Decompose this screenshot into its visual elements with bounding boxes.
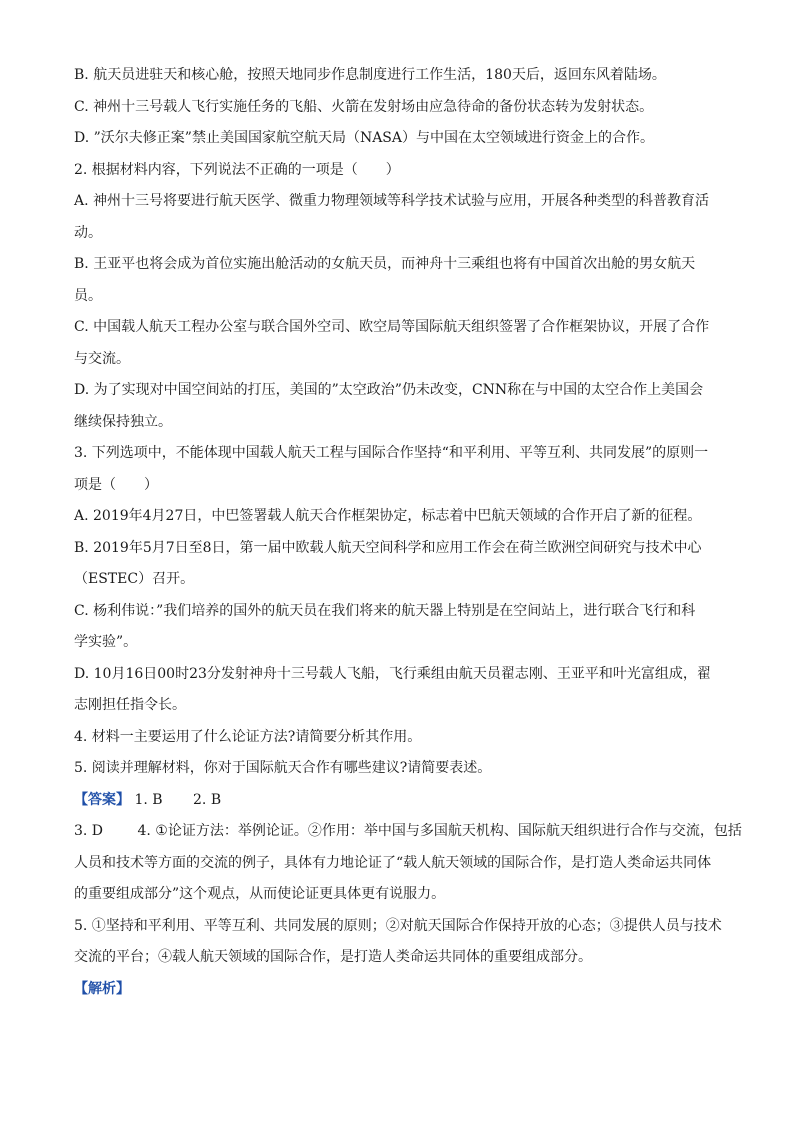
option-a-q2: A. 神州十三号将要进行航天医学、微重力物理领域等科学技术试验与应用，开展各种类型的科普教育活 xyxy=(74,193,710,209)
question-3-stem-continued: 项是（ ） xyxy=(74,476,158,493)
question-4: 4. 材料一主要运用了什么论证方法?请简要分析其作用。 xyxy=(74,728,422,745)
answer-line-2 xyxy=(74,820,742,852)
option-b-q2-continued: 员。 xyxy=(74,287,102,304)
analysis-tag: 【解析】 xyxy=(74,980,130,997)
option-c-q3: C. 杨利伟说：”我们培养的国外的航天员在我们将来的航天器上特别是在空间站上，进行联合飞行和科 xyxy=(74,602,696,619)
option-d-q1: D. ”沃尔夫修正案”禁止美国国家航空航天局（NASA）与中国在太空领域进行资金上的合作。 xyxy=(74,130,654,146)
option-c-q1: C. 神州十三号载人飞行实施任务的飞船、火箭在发射场由应急待命的备份状态转为发射状态。 xyxy=(74,98,654,115)
option-c-q3-continued: 学实验”。 xyxy=(74,634,138,650)
question-3-stem: 3. 下列选项中，不能体现中国载人航天工程与国际合作坚持“和平利用、平等互利、共同发展”的原则一 xyxy=(74,445,709,461)
answer-q5-line-1: 5. ①坚持和平利用、平等互利、共同发展的原则；②对航天国际合作保持开放的心态；③提供人员与技术 xyxy=(74,917,722,934)
option-c-q2-continued: 与交流。 xyxy=(74,350,130,367)
question-5: 5. 阅读并理解材料，你对于国际航天合作有哪些建议?请简要表述。 xyxy=(74,760,492,776)
option-b-q1: B. 航天员进驻天和核心舱，按照天地同步作息制度进行工作生活，180天后，返回东风着陆场。 xyxy=(74,67,666,83)
answer-q4-line-2: 人员和技术等方面的交流的例子，具体有力地论证了“载人航天领域的国际合作，是打造人类命运共同体 xyxy=(74,854,712,871)
option-b-q3: B. 2019年5月7日至8日，第一届中欧载人航天空间科学和应用工作会在荷兰欧洲空间研究与技术中心 xyxy=(74,539,702,556)
answer-q4-line-3: 的重要组成部分”这个观点，从而使论证更具体更有说服力。 xyxy=(74,886,446,902)
answer-q4-line-1: 4. ①论证方法：举例论证。②作用：举中国与多国航天机构、国际航天组织进行合作与交流，包括 xyxy=(137,823,742,839)
answer-line-1 xyxy=(74,789,726,821)
option-b-q2: B. 王亚平也将会成为首位实施出舱活动的女航天员，而神舟十三乘组也将有中国首次出舱的男女航天 xyxy=(74,256,696,272)
answer-q5-line-2: 交流的平台；④载人航天领域的国际合作，是打造人类命运共同体的重要组成部分。 xyxy=(74,949,592,965)
document-body xyxy=(74,64,742,1009)
answer-q3: 3. D xyxy=(74,823,104,839)
option-d-q2: D. 为了实现对中国空间站的打压，美国的”太空政治”仍未改变，CNN称在与中国的太空合作上美国会 xyxy=(74,382,704,398)
answer-q2: 2. B xyxy=(193,791,222,808)
option-d-q2-continued: 继续保持独立。 xyxy=(74,413,172,430)
answer-tag: 【答案】 xyxy=(74,791,130,808)
option-c-q2: C. 中国载人航天工程办公室与联合国外空司、欧空局等国际航天组织签署了合作框架协议，开展了合作 xyxy=(74,319,710,335)
option-b-q3-continued: （ESTEC）召开。 xyxy=(74,571,195,587)
option-a-q3: A. 2019年4月27日，中巴签署载人航天合作框架协定，标志着中巴航天领域的合作开启了新的征程。 xyxy=(74,508,702,524)
question-2-stem: 2. 根据材料内容，下列说法不正确的一项是（ ） xyxy=(74,161,400,178)
option-d-q3: D. 10月16日00时23分发射神舟十三号载人飞船，飞行乘组由航天员翟志刚、王亚平和叶光富组成，翟 xyxy=(74,665,711,682)
option-a-q2-continued: 动。 xyxy=(74,224,102,241)
option-d-q3-continued: 志刚担任指令长。 xyxy=(74,697,186,713)
analysis-line xyxy=(74,978,726,1010)
answer-q1: 1. B xyxy=(134,791,163,808)
